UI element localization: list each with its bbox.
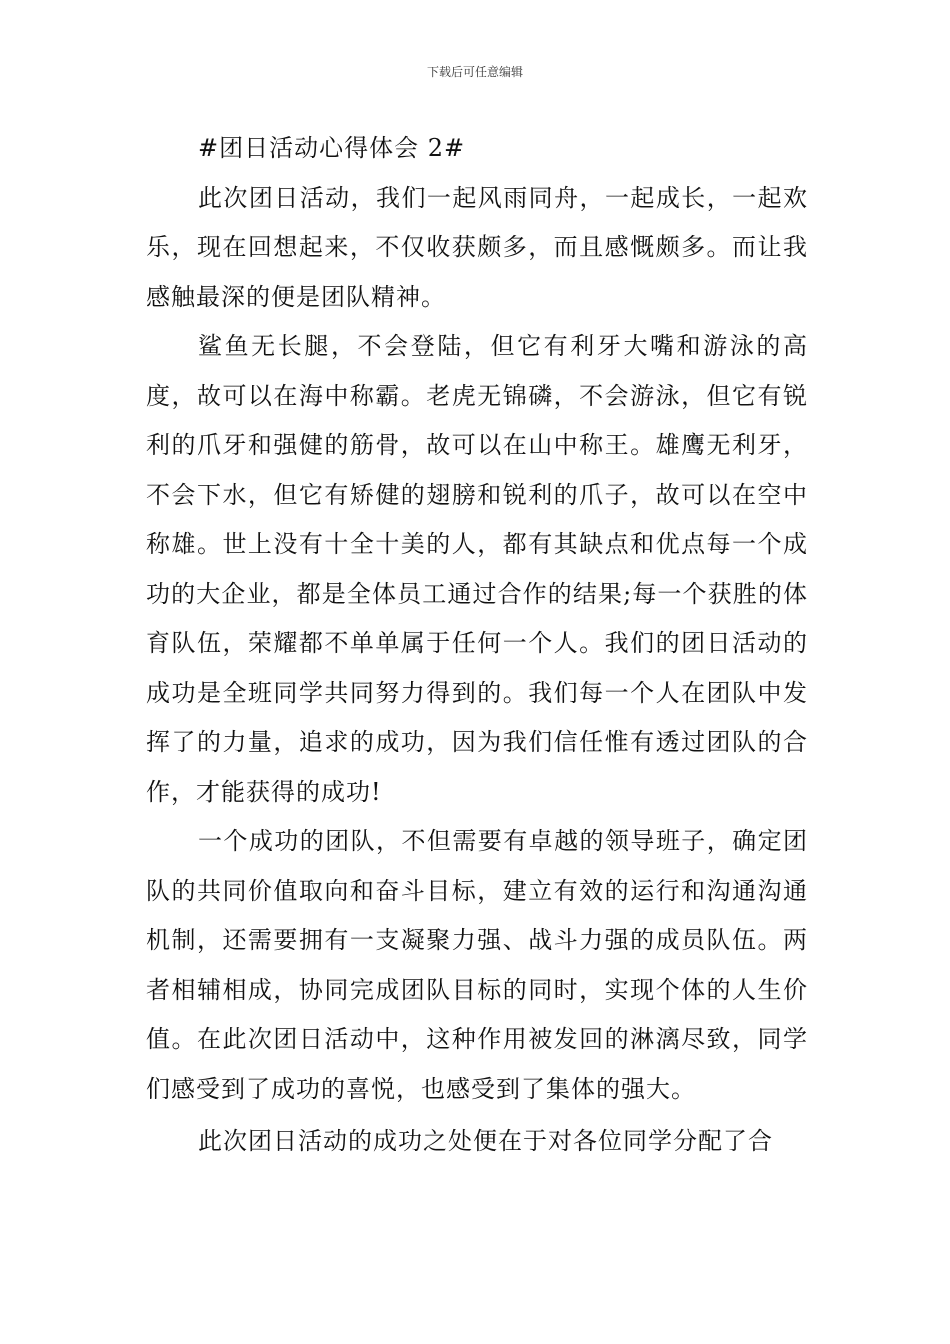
page-header: 下载后可任意编辑: [426, 65, 523, 79]
paragraph-3: 一个成功的团队，不但需要有卓越的领导班子，确定团队的共同价值取向和奋斗目标，建立有效的运行和沟通沟通机制，还需要拥有一支凝聚力强、战斗力强的成员队伍。两者相辅相成，协同完成团队目标的同时，实现个体的人生价值。在此次团日活动中，这种作用被发回的淋漓尽致，同学们感受到了成功的喜悦，也感受到了集体的强大。: [146, 827, 808, 1103]
document-heading: #团日活动心得体会 2#: [198, 134, 466, 162]
paragraph-1: 此次团日活动，我们一起风雨同舟，一起成长，一起欢乐，现在回想起来，不仅收获颇多，而且感慨颇多。而让我感触最深的便是团队精神。: [146, 183, 808, 311]
paragraph-4: 此次团日活动的成功之处便在于对各位同学分配了合: [198, 1127, 773, 1155]
paragraph-2: 鲨鱼无长腿，不会登陆，但它有利牙大嘴和游泳的高度，故可以在海中称霸。老虎无锦磷，不会游泳，但它有锐利的爪牙和强健的筋骨，故可以在山中称王。雄鹰无利牙，不会下水，但它有矫健的翅膀和锐利的爪子，故可以在空中称雄。世上没有十全十美的人，都有其缺点和优点每一个成功的大企业，都是全体员工通过合作的结果;每一个获胜的体育队伍，荣耀都不单单属于任何一个人。我们的团日活动的成功是全班同学共同努力得到的。我们每一个人在团队中发挥了的力量，追求的成功，因为我们信任惟有透过团队的合作，才能获得的成功!: [146, 332, 808, 806]
document-body: [146, 124, 808, 1167]
